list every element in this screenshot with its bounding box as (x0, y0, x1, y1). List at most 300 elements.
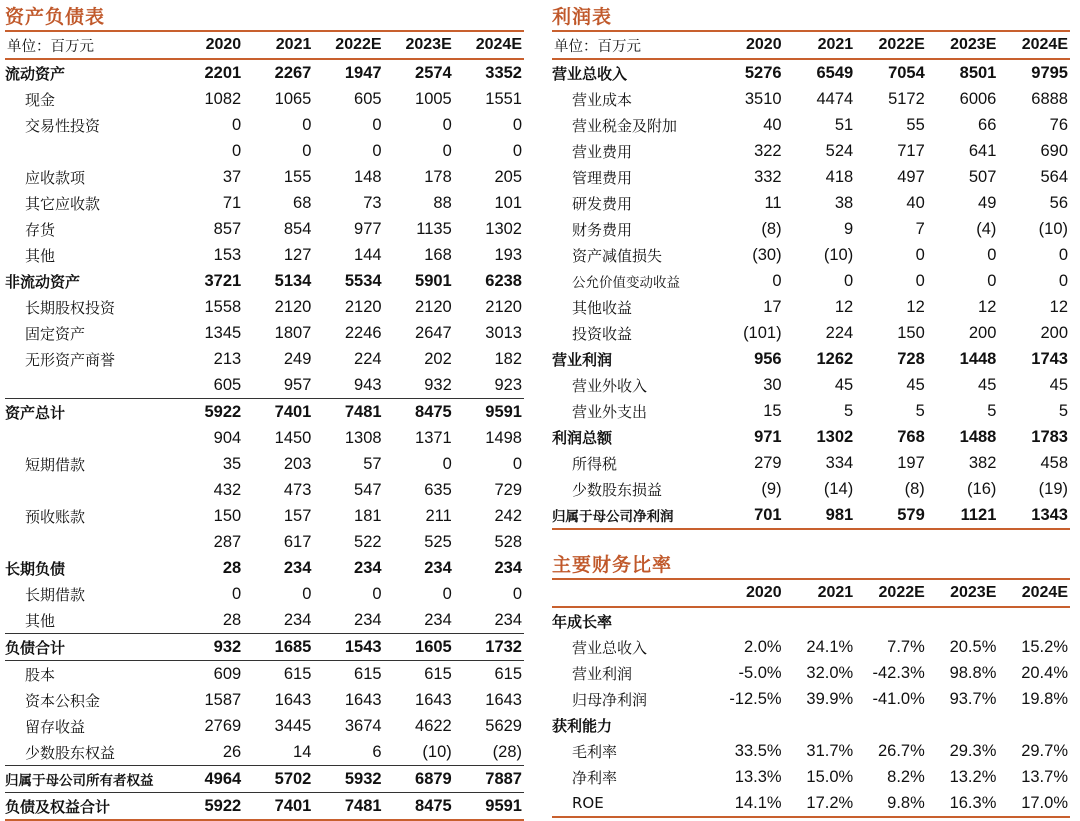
income-statement-cell: 1488 (959, 427, 997, 446)
financial-ratios-cell: 15.0% (806, 767, 854, 786)
balance-sheet-cell: 193 (494, 245, 522, 264)
balance-sheet-row-label: 非流动资产 (5, 272, 81, 291)
income-statement-cell: 40 (763, 115, 782, 134)
income-statement-cell: 1743 (1031, 349, 1068, 368)
income-statement-cell: 717 (897, 141, 925, 160)
balance-sheet-cell: 0 (372, 115, 382, 134)
balance-sheet-row-label: 股本 (5, 661, 173, 688)
balance-sheet-cell: 14 (293, 742, 312, 761)
balance-sheet-panel (5, 4, 524, 821)
financial-ratios-cell (998, 607, 1070, 634)
income-statement-cell: 1262 (816, 349, 854, 368)
balance-sheet-year-header: 2021 (275, 36, 312, 53)
balance-sheet-cell: 0 (442, 454, 452, 473)
income-statement-cell: 40 (906, 193, 925, 212)
balance-sheet-cell: 0 (232, 141, 242, 160)
income-statement-row-label: 营业利润 (552, 350, 613, 369)
balance-sheet-cell: 5134 (274, 271, 312, 290)
financial-ratios-cell (927, 712, 999, 738)
income-statement-row (552, 398, 1070, 424)
balance-sheet-cell: 3445 (274, 716, 312, 735)
income-statement-row-label: 营业税金及附加 (572, 116, 678, 135)
income-statement-row-label: 其他收益 (572, 298, 633, 317)
balance-sheet-cell: 615 (454, 661, 524, 688)
financial-ratios-row-label: 年成长率 (552, 612, 613, 631)
balance-sheet-row (5, 112, 524, 138)
financial-ratios-row (552, 712, 1070, 738)
balance-sheet-cell: 1587 (204, 690, 242, 709)
financial-ratios-panel (552, 552, 1070, 818)
balance-sheet-cell: 2574 (415, 63, 452, 82)
balance-sheet-cell: 615 (243, 661, 313, 688)
income-statement-cell: 56 (1049, 193, 1068, 212)
balance-sheet-row-label: 长期股权投资 (25, 298, 116, 317)
income-statement-cell: 768 (897, 427, 925, 446)
balance-sheet-row-label: 少数股东权益 (25, 743, 116, 762)
balance-sheet-cell: 8475 (384, 793, 454, 821)
income-statement-cell: 8501 (959, 63, 997, 82)
balance-sheet-cell: 0 (512, 115, 522, 134)
balance-sheet-cell: 249 (283, 349, 312, 368)
balance-sheet-title: 资产负债表 (5, 6, 106, 28)
financial-ratios-cell: 13.3% (734, 767, 782, 786)
balance-sheet-row-label: 负债合计 (5, 634, 173, 661)
income-statement-year-header: 2022E (878, 36, 925, 53)
income-statement-year-header: 2021 (817, 36, 854, 53)
income-statement-cell: 197 (897, 453, 925, 472)
income-statement-cell: (10) (823, 245, 854, 264)
income-statement-cell: 15 (763, 401, 782, 420)
financial-ratios-year-header: 2021 (817, 584, 854, 601)
balance-sheet-cell: 6 (372, 742, 382, 761)
balance-sheet-cell: 1732 (454, 634, 524, 661)
balance-sheet-cell: 242 (494, 506, 522, 525)
balance-sheet-table (5, 30, 524, 821)
balance-sheet-cell: 923 (494, 375, 522, 394)
balance-sheet-cell: 287 (213, 532, 242, 551)
balance-sheet-row (5, 216, 524, 242)
balance-sheet-cell: 37 (222, 167, 242, 186)
financial-ratios-cell (855, 712, 927, 738)
balance-sheet-cell: 9591 (454, 399, 524, 426)
financial-ratios-cell (998, 712, 1070, 738)
financial-ratios-cell: 29.7% (1021, 741, 1068, 760)
balance-sheet-cell: 2267 (274, 63, 312, 82)
balance-sheet-header-row (5, 31, 524, 59)
balance-sheet-cell: 5922 (173, 793, 243, 821)
balance-sheet-cell: 150 (213, 506, 242, 525)
income-statement-row (552, 346, 1070, 372)
income-statement-row-label: 公允价值变动收益 (572, 275, 680, 291)
financial-ratios-cell: 29.3% (949, 741, 997, 760)
balance-sheet-cell: 3674 (344, 716, 382, 735)
income-statement-cell: 5 (844, 401, 854, 420)
income-statement-cell: 956 (754, 349, 782, 368)
balance-sheet-cell: 977 (354, 219, 382, 238)
balance-sheet-cell: 6238 (485, 271, 522, 290)
balance-sheet-cell: 5629 (485, 716, 522, 735)
balance-sheet-cell: 0 (302, 584, 312, 603)
income-statement-cell: 564 (1040, 167, 1068, 186)
balance-sheet-cell: 7481 (313, 793, 383, 821)
income-statement-cell: 322 (754, 141, 782, 160)
balance-sheet-row (5, 451, 524, 477)
balance-sheet-cell: 0 (372, 141, 382, 160)
balance-sheet-cell: 1558 (204, 297, 242, 316)
income-statement-cell: 3510 (744, 89, 782, 108)
balance-sheet-cell: 0 (442, 115, 452, 134)
balance-sheet-cell: 0 (512, 141, 522, 160)
financial-ratios-cell: 19.8% (1021, 689, 1068, 708)
income-statement-row (552, 268, 1070, 294)
income-statement-row (552, 216, 1070, 242)
balance-sheet-cell: 234 (494, 558, 522, 577)
income-statement-row (552, 450, 1070, 476)
income-statement-cell: (101) (743, 323, 782, 342)
balance-sheet-row-label: 无形资产商誉 (25, 350, 116, 369)
balance-sheet-cell: 211 (425, 506, 452, 525)
balance-sheet-cell: 1551 (485, 89, 522, 108)
balance-sheet-cell: 2120 (274, 297, 312, 316)
financial-ratios-cell: 24.1% (806, 637, 854, 656)
income-statement-cell: 1448 (959, 349, 997, 368)
balance-sheet-cell: 857 (213, 219, 242, 238)
balance-sheet-cell: 26 (222, 742, 242, 761)
income-statement-header-row (552, 31, 1070, 59)
balance-sheet-cell: 5534 (344, 271, 382, 290)
balance-sheet-cell: 0 (442, 141, 452, 160)
income-statement-cell: 45 (834, 375, 854, 394)
balance-sheet-row-label: 应收款项 (25, 168, 86, 187)
financial-ratios-row-label: 营业利润 (572, 664, 633, 683)
balance-sheet-row (5, 399, 524, 426)
financial-ratios-row-label: 毛利率 (572, 742, 618, 761)
balance-sheet-cell: 605 (354, 89, 382, 108)
balance-sheet-cell: 182 (494, 349, 522, 368)
balance-sheet-cell: 1065 (274, 89, 312, 108)
balance-sheet-row (5, 242, 524, 268)
income-statement-cell: 49 (978, 193, 997, 212)
balance-sheet-cell: 5901 (415, 271, 452, 290)
balance-sheet-cell: 3721 (204, 271, 242, 290)
balance-sheet-cell: 4622 (415, 716, 452, 735)
financial-ratios-cell: 16.3% (927, 790, 999, 817)
balance-sheet-cell: 943 (354, 375, 382, 394)
income-statement-cell: 334 (825, 453, 854, 472)
balance-sheet-row (5, 607, 524, 634)
financial-ratios-row (552, 607, 1070, 634)
income-statement-cell: (19) (1038, 479, 1068, 498)
balance-sheet-cell: (28) (492, 742, 522, 761)
balance-sheet-cell: 234 (283, 558, 312, 577)
balance-sheet-cell: 234 (354, 610, 382, 629)
financial-ratios-row-label: 获利能力 (552, 716, 613, 735)
income-statement-cell: 66 (978, 115, 997, 134)
balance-sheet-cell: 234 (424, 610, 452, 629)
balance-sheet-cell: 1543 (313, 634, 383, 661)
income-statement-cell: 12 (906, 297, 925, 316)
income-statement-cell: (16) (967, 479, 997, 498)
balance-sheet-row-label: 长期借款 (25, 585, 86, 604)
financial-ratios-cell: 32.0% (806, 663, 854, 682)
income-statement-cell: 1302 (816, 427, 854, 446)
balance-sheet-cell: 4964 (173, 766, 243, 793)
income-statement-cell: 5 (987, 401, 997, 420)
financial-ratios-row-label: ROE (552, 790, 712, 817)
balance-sheet-cell: 1302 (485, 219, 522, 238)
balance-sheet-cell: 2120 (485, 297, 522, 316)
balance-sheet-row-label (5, 372, 173, 399)
balance-sheet-cell: 157 (283, 506, 312, 525)
balance-sheet-cell: 168 (424, 245, 452, 264)
balance-sheet-year-header: 2024E (475, 36, 522, 53)
financial-ratios-cell (927, 607, 999, 634)
financial-ratios-cell: 13.7% (1021, 767, 1068, 786)
balance-sheet-year-header: 2023E (405, 36, 452, 53)
balance-sheet-cell: 615 (384, 661, 454, 688)
balance-sheet-year-header: 2020 (205, 36, 242, 53)
financial-ratios-year-header: 2024E (1021, 584, 1068, 601)
income-statement-cell: 4474 (816, 89, 854, 108)
financial-ratios-row-label: 归母净利润 (572, 690, 648, 709)
balance-sheet-cell: 9591 (454, 793, 524, 821)
balance-sheet-row (5, 320, 524, 346)
balance-sheet-cell: 0 (232, 584, 242, 603)
financial-ratios-cell: 7.7% (887, 637, 925, 656)
income-statement-cell: 12 (1049, 297, 1068, 316)
income-statement-cell: (8) (761, 219, 782, 238)
balance-sheet-row (5, 425, 524, 451)
balance-sheet-row (5, 529, 524, 555)
income-statement-row-label: 营业成本 (572, 90, 633, 109)
financial-ratios-row-label: 营业总收入 (572, 638, 648, 657)
income-statement-cell: (10) (1038, 219, 1068, 238)
balance-sheet-cell: 153 (213, 245, 242, 264)
balance-sheet-cell: 7481 (313, 399, 383, 426)
balance-sheet-cell: 234 (354, 558, 382, 577)
balance-sheet-row (5, 477, 524, 503)
income-statement-cell: 579 (855, 502, 927, 529)
balance-sheet-cell: 522 (354, 532, 382, 551)
income-statement-panel (552, 4, 1070, 530)
balance-sheet-cell: 615 (313, 661, 383, 688)
balance-sheet-cell: 213 (213, 349, 242, 368)
balance-sheet-cell: 0 (232, 115, 242, 134)
income-statement-cell: 7 (915, 219, 925, 238)
balance-sheet-row (5, 555, 524, 581)
income-statement-cell: 7054 (888, 63, 925, 82)
income-statement-row-label: 利润总额 (552, 428, 613, 447)
income-statement-row-label: 投资收益 (572, 324, 633, 343)
balance-sheet-cell: 57 (363, 454, 382, 473)
balance-sheet-cell: 547 (354, 480, 382, 499)
balance-sheet-cell: 3013 (485, 323, 522, 342)
balance-sheet-cell: 202 (424, 349, 452, 368)
balance-sheet-cell: 635 (424, 480, 452, 499)
balance-sheet-cell: 525 (424, 532, 452, 551)
financial-ratios-cell: 93.7% (949, 689, 997, 708)
financial-ratios-row (552, 790, 1070, 817)
financial-ratios-row (552, 686, 1070, 712)
income-statement-cell: 45 (978, 375, 997, 394)
balance-sheet-cell: 7887 (454, 766, 524, 793)
income-statement-row (552, 190, 1070, 216)
balance-sheet-row-label: 流动资产 (5, 64, 66, 83)
balance-sheet-cell: 1308 (344, 428, 382, 447)
financial-ratios-cell: 2.0% (743, 637, 782, 656)
balance-sheet-cell: 1605 (384, 634, 454, 661)
income-statement-cell: 0 (772, 271, 782, 290)
balance-sheet-cell: 28 (222, 558, 242, 577)
income-statement-cell: 55 (906, 115, 925, 134)
balance-sheet-cell: 2120 (415, 297, 452, 316)
income-statement-row (552, 502, 1070, 529)
balance-sheet-row-label: 短期借款 (25, 455, 86, 474)
financial-ratios-year-header: 2022E (878, 584, 925, 601)
income-statement-row (552, 242, 1070, 268)
financial-ratios-cell: 15.2% (1021, 637, 1068, 656)
financial-ratios-cell: -41.0% (872, 689, 925, 708)
balance-sheet-cell: 101 (494, 193, 522, 212)
balance-sheet-cell: 1643 (274, 690, 312, 709)
balance-sheet-cell: 5702 (243, 766, 313, 793)
income-statement-cell: (9) (761, 479, 782, 498)
balance-sheet-row (5, 372, 524, 399)
balance-sheet-row-label: 预收账款 (25, 507, 86, 526)
income-statement-row (552, 86, 1070, 112)
income-statement-row (552, 476, 1070, 502)
balance-sheet-row-label: 长期负债 (5, 559, 66, 578)
balance-sheet-row (5, 661, 524, 688)
balance-sheet-cell: 1082 (204, 89, 242, 108)
balance-sheet-cell: 8475 (384, 399, 454, 426)
income-statement-cell: 418 (825, 167, 854, 186)
income-statement-cell: 30 (763, 375, 782, 394)
balance-sheet-cell: 0 (442, 584, 452, 603)
balance-sheet-cell: 528 (494, 532, 522, 551)
balance-sheet-cell: 148 (354, 167, 382, 186)
income-statement-cell: 1121 (927, 502, 999, 529)
income-statement-unit-label: 单位：百万元 (554, 38, 641, 55)
income-statement-cell: 9 (844, 219, 854, 238)
income-statement-year-header: 2024E (1021, 36, 1068, 53)
balance-sheet-cell: 155 (283, 167, 312, 186)
balance-sheet-cell: 5922 (173, 399, 243, 426)
income-statement-cell: 641 (968, 141, 997, 160)
balance-sheet-row (5, 190, 524, 216)
financial-ratios-cell: 9.8% (855, 790, 927, 817)
income-statement-year-header: 2020 (746, 36, 782, 53)
income-statement-row-label: 少数股东损益 (572, 480, 663, 499)
balance-sheet-row-label: 资本公积金 (25, 691, 101, 710)
income-statement-title: 利润表 (552, 6, 613, 28)
financial-ratios-cell (712, 607, 784, 634)
income-statement-row (552, 164, 1070, 190)
balance-sheet-cell: 1947 (344, 63, 382, 82)
balance-sheet-row-label: 其他 (25, 611, 56, 630)
balance-sheet-cell: 3352 (485, 63, 522, 82)
balance-sheet-row-label: 其它应收款 (25, 194, 101, 213)
income-statement-cell: 150 (897, 323, 925, 342)
balance-sheet-row (5, 138, 524, 164)
financial-ratios-cell: 98.8% (949, 663, 997, 682)
income-statement-row (552, 59, 1070, 86)
balance-sheet-row-label: 归属于母公司所有者权益 (5, 766, 173, 793)
financial-ratios-cell (712, 712, 784, 738)
financial-ratios-cell: 14.1% (712, 790, 784, 817)
balance-sheet-cell: 0 (372, 584, 382, 603)
income-statement-cell: (8) (904, 479, 925, 498)
balance-sheet-row (5, 59, 524, 86)
income-statement-cell: 6888 (1031, 89, 1068, 108)
financial-ratios-cell: 17.0% (998, 790, 1070, 817)
financial-ratios-cell: 39.9% (806, 689, 854, 708)
income-statement-cell: 728 (897, 349, 925, 368)
income-statement-row-label: 所得税 (572, 454, 618, 473)
income-statement-row (552, 320, 1070, 346)
balance-sheet-cell: 0 (302, 115, 312, 134)
balance-sheet-cell: 7401 (243, 793, 313, 821)
balance-sheet-row (5, 346, 524, 372)
income-statement-row-label: 财务费用 (572, 220, 633, 239)
income-statement-cell: 6006 (959, 89, 997, 108)
financial-ratios-cell: 20.5% (949, 637, 997, 656)
income-statement-cell: 200 (968, 323, 997, 342)
balance-sheet-row (5, 739, 524, 766)
financial-ratios-row-label: 净利率 (572, 768, 618, 787)
income-statement-cell: 382 (968, 453, 997, 472)
financial-ratios-title: 主要财务比率 (552, 554, 673, 576)
balance-sheet-cell: 473 (283, 480, 312, 499)
balance-sheet-cell: 2769 (204, 716, 242, 735)
income-statement-cell: 497 (897, 167, 925, 186)
income-statement-cell: (4) (976, 219, 997, 238)
balance-sheet-cell: 224 (354, 349, 382, 368)
income-statement-cell: (14) (823, 479, 854, 498)
balance-sheet-cell: 127 (283, 245, 312, 264)
income-statement-row-label: 归属于母公司净利润 (552, 502, 712, 529)
income-statement-row-label: 营业费用 (572, 142, 633, 161)
financial-ratios-cell: -5.0% (738, 663, 782, 682)
financial-ratios-cell (784, 607, 856, 634)
balance-sheet-cell: 7401 (243, 399, 313, 426)
financial-ratios-cell: 33.5% (734, 741, 782, 760)
balance-sheet-cell: 2647 (415, 323, 452, 342)
balance-sheet-row-label: 其他 (25, 246, 56, 265)
financial-ratios-year-header: 2020 (746, 584, 782, 601)
balance-sheet-row (5, 793, 524, 821)
balance-sheet-row-label: 留存收益 (25, 717, 86, 736)
income-statement-row-label: 营业总收入 (552, 64, 628, 83)
balance-sheet-cell: 73 (363, 193, 382, 212)
income-statement-row-label: 营业外收入 (572, 376, 648, 395)
balance-sheet-cell: 0 (512, 584, 522, 603)
income-statement-cell: 76 (1049, 115, 1068, 134)
balance-sheet-cell: 203 (283, 454, 312, 473)
income-statement-cell: (30) (752, 245, 782, 264)
income-statement-table (552, 30, 1070, 530)
income-statement-cell: 981 (784, 502, 856, 529)
financial-ratios-row (552, 764, 1070, 790)
income-statement-cell: 45 (906, 375, 925, 394)
balance-sheet-cell: 854 (283, 219, 312, 238)
balance-sheet-cell: 432 (213, 480, 242, 499)
financial-ratios-cell: 26.7% (877, 741, 925, 760)
balance-sheet-row (5, 634, 524, 661)
balance-sheet-cell: (10) (422, 742, 452, 761)
income-statement-cell: 0 (987, 245, 997, 264)
balance-sheet-cell: 2120 (344, 297, 382, 316)
